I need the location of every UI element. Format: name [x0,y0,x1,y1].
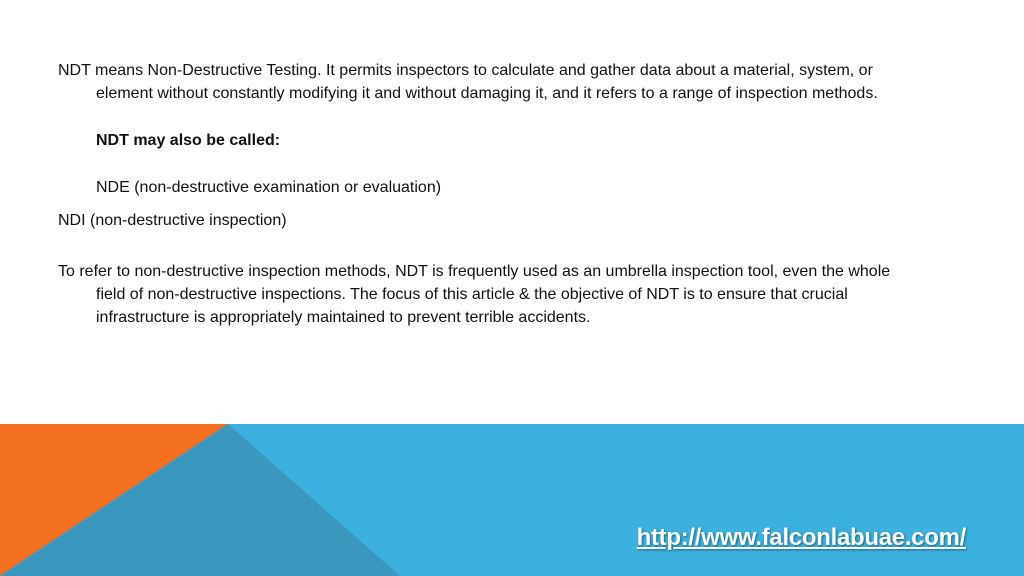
nde-line: NDE (non-destructive examination or evaluation) [96,179,442,196]
website-link[interactable]: http://www.falconlabuae.com/ [636,524,966,551]
ndi-line: NDI (non-destructive inspection) [58,212,287,229]
also-called-heading: NDT may also be called: [96,132,281,149]
slide-body [58,59,918,329]
closing-paragraph: To refer to non-destructive inspection methods, NDT is frequently used as an umbrella inspection tool, even the whole field of non-destructive inspections. The focus of this article & the objective of NDT is to ensure that crucial infrastructure is appropriately maintained to prevent terrible accidents. [58,263,891,326]
footer-band [0,424,1024,576]
intro-paragraph: NDT means Non-Destructive Testing. It permits inspectors to calculate and gather data about a material, system, or element without constantly modifying it and without damaging it, and it refers to a range of inspection methods. [58,62,878,102]
footer-graphic [0,424,1024,576]
